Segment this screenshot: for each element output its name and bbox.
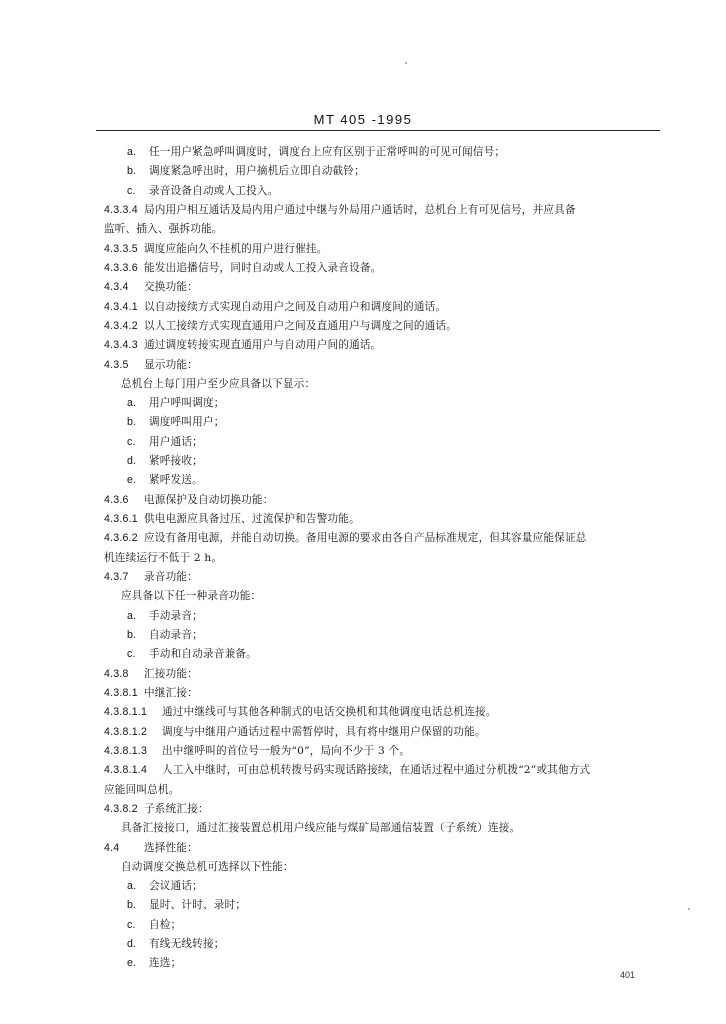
- list-item: [127, 184, 279, 198]
- line-text: 局内用户相互通话及局内用户通过中继与外局用户通话时，总机台上有可见信号，并应具备: [144, 203, 576, 216]
- line-text: 应能回叫总机。: [104, 783, 180, 796]
- line-text: 调度与中继用户通话过程中需暂停时，具有将中继用户保留的功能。: [162, 725, 486, 738]
- line-text: 应具备以下任一种录音功能：: [121, 590, 262, 603]
- item-marker: a.: [127, 397, 137, 410]
- text-line: [104, 512, 360, 526]
- clause-number: 4.3.8.1.2: [104, 725, 148, 738]
- clause-number: 4.3.4.1: [104, 300, 138, 313]
- line-text: 通过中继线可与其他各种制式的电话交换机和其他调度电话总机连接。: [162, 706, 497, 719]
- item-marker: a.: [127, 609, 137, 622]
- page-number: 401: [620, 970, 636, 980]
- line-text: 调度紧急呼出时，用户摘机后立即自动截铃；: [149, 165, 365, 178]
- clause-number: 4.3.8.1.4: [104, 764, 148, 777]
- text-line: [121, 377, 315, 391]
- item-marker: e.: [127, 474, 137, 487]
- clause-number: 4.3.6: [104, 493, 129, 506]
- line-text: 汇接功能：: [144, 667, 198, 680]
- item-marker: d.: [127, 938, 137, 951]
- clause-number: 4.3.4.2: [104, 319, 138, 332]
- section-heading: [104, 280, 198, 294]
- clause-number: 4.3.8.1: [104, 686, 138, 699]
- text-line: [104, 705, 497, 719]
- list-item: [127, 454, 203, 468]
- line-text: 以自动接续方式实现自动用户之间及自动用户和调度间的通话。: [144, 300, 447, 313]
- line-text: 用户通话；: [149, 435, 203, 448]
- line-text: 以人工接续方式实现直通用户之间及直通用户与调度之间的通话。: [144, 319, 458, 332]
- line-text: 任一用户紧急呼叫调度时，调度台上应有区别于正常呼叫的可见可闻信号；: [149, 146, 506, 158]
- text-line: [104, 319, 457, 333]
- line-text: 连选；: [149, 957, 182, 970]
- line-text: 人工入中继时，可由总机转拨号码实现话路接续，在通话过程中通过分机拨“2”或其他方式: [162, 764, 591, 777]
- line-text: 子系统汇接：: [144, 802, 209, 815]
- list-item: [127, 647, 257, 661]
- line-text: 能发出追播信号，同时自动或人工投入录音设备。: [144, 261, 382, 274]
- item-marker: c.: [127, 648, 136, 661]
- clause-number: 4.3.8: [104, 667, 129, 680]
- text-line: [104, 783, 180, 797]
- line-text: 自检；: [149, 918, 182, 931]
- section-heading: [104, 667, 198, 681]
- line-text: 电源保护及自动切换功能：: [144, 493, 274, 506]
- list-item: [127, 435, 203, 449]
- clause-number: 4.3.8.1.1: [104, 706, 148, 719]
- item-marker: b.: [127, 629, 137, 641]
- list-item: [127, 164, 365, 178]
- clause-number: 4.3.6.2: [104, 532, 138, 545]
- list-item: [127, 918, 181, 932]
- text-line: [121, 589, 261, 603]
- item-marker: e.: [127, 957, 137, 970]
- text-line: [104, 222, 223, 236]
- line-text: 紧呼接收；: [149, 455, 203, 468]
- list-item: [127, 898, 246, 912]
- list-item: [127, 628, 203, 642]
- item-marker: c.: [127, 918, 136, 931]
- line-text: 录音设备自动或人工投入。: [149, 184, 279, 197]
- line-text: 通过调度转接实现直通用户与自动用户间的通话。: [144, 339, 382, 352]
- header-rule: [96, 130, 660, 131]
- list-item: [127, 473, 203, 487]
- list-item: [127, 937, 225, 951]
- standard-code-header: MT 405 -1995: [313, 112, 413, 127]
- section-heading: [104, 493, 274, 507]
- item-marker: b.: [127, 165, 137, 178]
- line-text: 显示功能：: [144, 358, 198, 371]
- list-item: [127, 609, 203, 623]
- item-marker: b.: [127, 416, 137, 429]
- item-marker: c.: [127, 435, 136, 448]
- item-marker: a.: [127, 880, 137, 893]
- list-item: [127, 879, 203, 893]
- text-line: [104, 551, 222, 565]
- line-text: 紧呼发送。: [149, 474, 203, 487]
- scan-speck: [405, 62, 407, 64]
- line-text: 手动和自动录音兼备。: [149, 648, 257, 661]
- line-text: 自动录音；: [149, 629, 203, 641]
- text-line: [121, 860, 294, 874]
- item-marker: a.: [127, 146, 137, 158]
- line-text: 具备汇接接口，通过汇接装置总机用户线应能与煤矿局部通信装置（子系统）连接。: [121, 822, 521, 835]
- section-heading: [104, 570, 198, 584]
- text-line: [121, 821, 520, 835]
- line-text: 交换功能：: [144, 281, 198, 294]
- clause-number: 4.3.7: [104, 571, 129, 584]
- clause-number: 4.3.6.1: [104, 513, 138, 526]
- section-heading: [104, 841, 198, 855]
- clause-number: 4.3.3.6: [104, 261, 138, 274]
- clause-number: 4.3.4: [104, 281, 129, 294]
- text-line: [104, 300, 446, 314]
- text-line: [104, 725, 486, 739]
- line-text: 选择性能：: [144, 841, 198, 854]
- line-text: 调度呼叫用户；: [149, 416, 225, 429]
- line-text: 监听、插入、强拆功能。: [104, 223, 223, 236]
- scan-speck: [688, 908, 690, 910]
- text-line: [104, 261, 381, 275]
- clause-number: 4.3.8.2: [104, 802, 138, 815]
- clause-number: 4.3.3.5: [104, 242, 138, 255]
- item-marker: c.: [127, 184, 136, 197]
- line-text: 出中继呼叫的首位号一般为“0”，局向不少于 3 个。: [162, 744, 411, 757]
- line-text: 录音功能：: [144, 571, 198, 584]
- text-line: [104, 763, 590, 777]
- section-heading: [104, 686, 198, 700]
- text-line: [104, 744, 410, 758]
- item-marker: d.: [127, 455, 137, 468]
- list-item: [127, 415, 225, 429]
- text-line: [104, 242, 328, 256]
- line-text: 总机台上每门用户至少应具备以下显示：: [121, 377, 316, 390]
- line-text: 供电电源应具备过压、过流保护和告警功能。: [144, 513, 360, 526]
- list-item: [127, 956, 181, 970]
- list-item: [127, 396, 225, 410]
- text-line: [104, 338, 381, 352]
- line-text: 显时、计时、录时；: [149, 899, 247, 912]
- text-line: [104, 531, 587, 545]
- line-text: 手动录音；: [149, 609, 203, 622]
- clause-number: 4.3.3.4: [104, 203, 138, 216]
- line-text: 机连续运行不低于 2 h。: [104, 551, 223, 564]
- line-text: 应设有备用电源，并能自动切换。备用电源的要求由各自产品标准规定，但其容量应能保证总: [144, 532, 587, 545]
- section-heading: [104, 358, 198, 372]
- clause-number: 4.3.5: [104, 358, 129, 371]
- clause-number: 4.3.8.1.3: [104, 744, 148, 757]
- list-item: [127, 145, 505, 159]
- line-text: 会议通话；: [149, 880, 203, 893]
- line-text: 用户呼叫调度；: [149, 397, 225, 410]
- clause-number: 4.4: [104, 841, 120, 854]
- line-text: 中继汇接：: [144, 686, 198, 699]
- line-text: 自动调度交换总机可选择以下性能：: [121, 860, 294, 873]
- clause-number: 4.3.4.3: [104, 339, 138, 352]
- line-text: 调度应能向久不挂机的用户进行催挂。: [144, 242, 328, 255]
- text-line: [104, 203, 576, 217]
- section-heading: [104, 802, 209, 816]
- line-text: 有线无线转接；: [149, 938, 225, 951]
- item-marker: b.: [127, 899, 137, 912]
